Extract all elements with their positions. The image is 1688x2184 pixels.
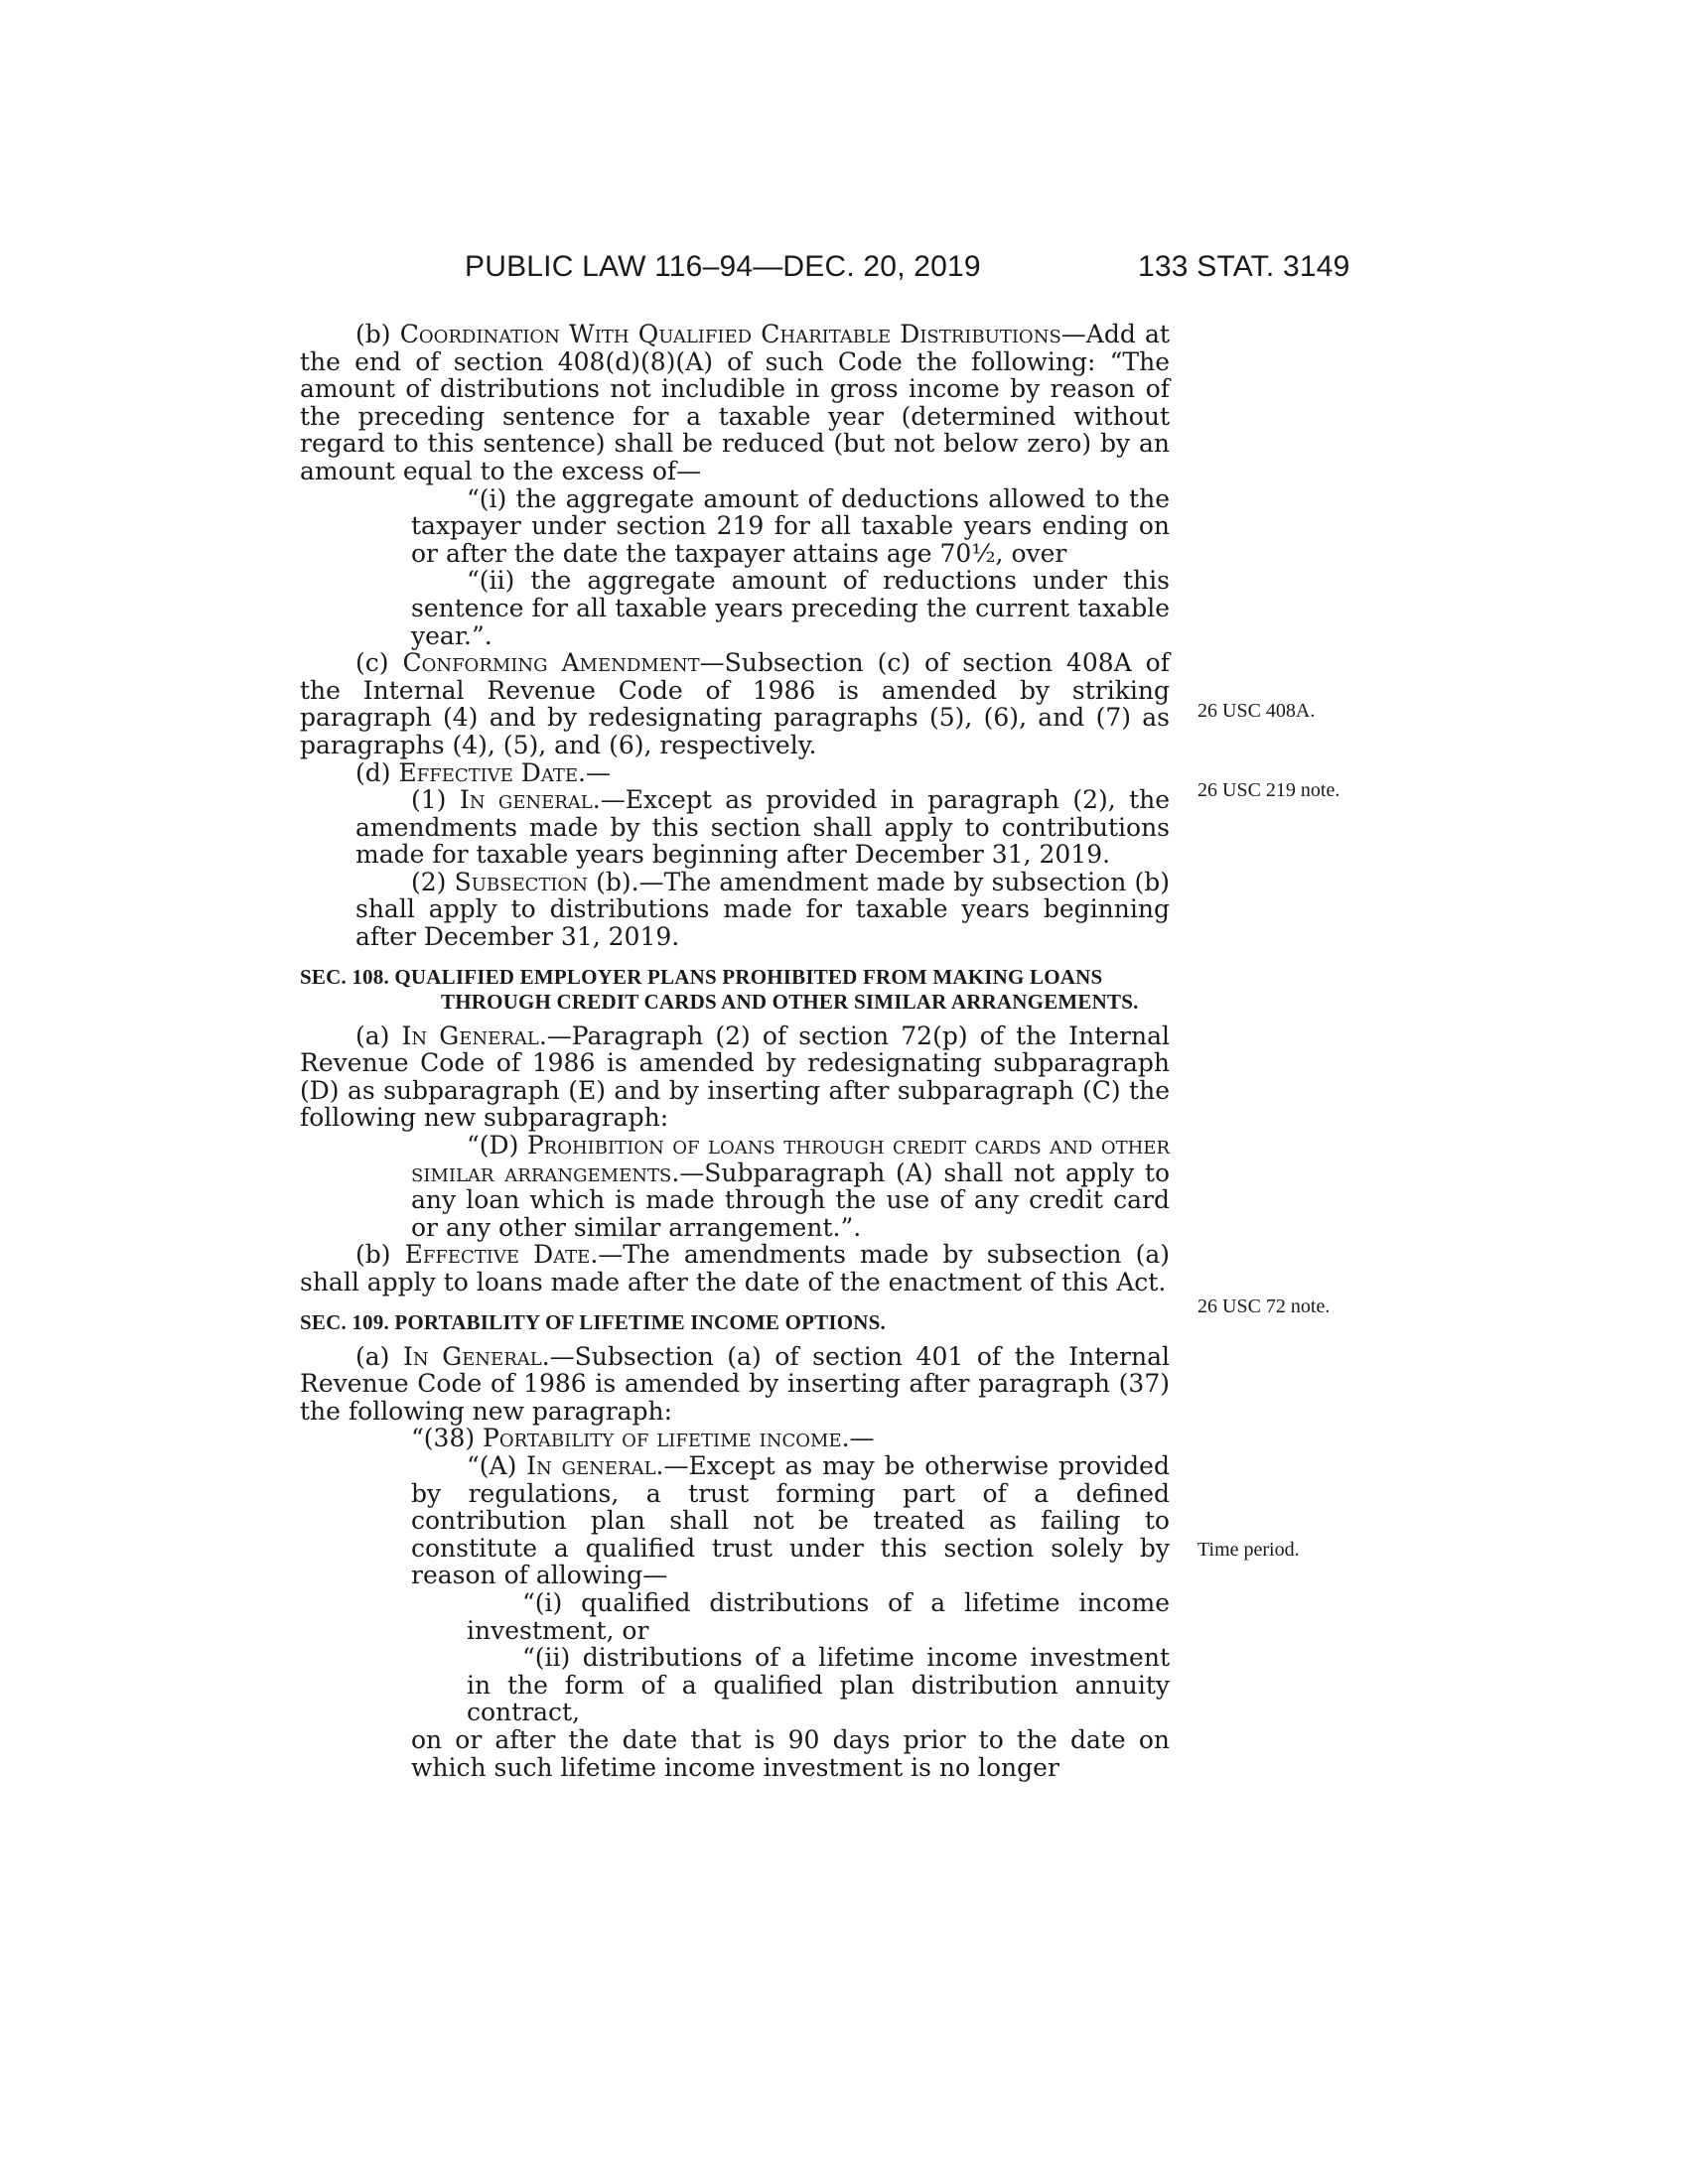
clause-i: “(i) the aggregate amount of deductions allowed to the taxpayer under section 219 for all taxable years ending on or after the date the taxpayer attains age 70½, over (411, 483, 1170, 568)
sec108-subparagraph-d: “(D) Prohibition of loans through credit cards and other similar arrangements.—Subparagraph (A) shall not apply to any loan which is made through the use of any credit card or any other similar arrangement.”. (411, 1131, 1170, 1242)
sec108-paragraph-b: (b) Effective Date.—The amendments made by subsection (a) shall apply to loans made after the date of the enactment of this Act. (300, 1240, 1170, 1297)
paragraph-d2: (2) Subsection (b).—The amendment made by subsection (b) shall apply to distributions made for taxable years beginning after December 31, 2019. (355, 867, 1171, 952)
sec109-subparagraph-a: “(A) In general.—Except as may be otherwise provided by regulations, a trust forming part of a defined contribution plan shall not be treated as failing to constitute a qualified trust under this section solely by reason of allowing— (411, 1450, 1170, 1590)
margin-note: 26 USC 408A. (1197, 700, 1316, 722)
sec109-clause-i: “(i) qualified distributions of a lifetime income investment, or (467, 1587, 1170, 1645)
page-body (300, 321, 1170, 1781)
margin-note: Time period. (1197, 1539, 1300, 1561)
paragraph-d1: (1) In general.—Except as provided in paragraph (2), the amendments made by this section shall apply to contributions made for taxable years beginning after December 31, 2019. (355, 785, 1171, 870)
section-109-heading: SEC. 109. PORTABILITY OF LIFETIME INCOME OPTIONS. (300, 1309, 886, 1334)
statute-page-number: 133 STAT. 3149 (1138, 250, 1350, 283)
running-header-title: PUBLIC LAW 116–94—DEC. 20, 2019 (465, 250, 981, 283)
sec108-paragraph-a: (a) In General.—Paragraph (2) of section 72(p) of the Internal Revenue Code of 1986 is amended by redesignating subparagraph (D) as subparagraph (E) and by inserting after subparagraph (C) the following new subparagraph: (300, 1021, 1170, 1133)
sec109-paragraph-38: “(38) Portability of lifetime income.— (411, 1424, 875, 1453)
subsection-heading: Coordination With Qualified Charitable Distributions (399, 320, 1061, 348)
paragraph-b-coordination: (b) Coordination With Qualified Charitable Distributions—Add at the end of section 408(d)(8)(A) of such Code the following: “The amount of distributions not includible in gross income by reason of the preceding sentence for a taxable year (determined without regard to this sentence) shall be reduced (but not below zero) by an amount equal to the excess of— (300, 320, 1170, 485)
sec109-flush-text: on or after the date that is 90 days prior to the date on which such lifetime income investment is no longer (411, 1724, 1170, 1782)
subsection-heading: Conforming Amendment (402, 648, 700, 678)
margin-note: 26 USC 72 note. (1197, 1296, 1331, 1317)
paragraph-c-conforming: (c) Conforming Amendment—Subsection (c) of section 408A of the Internal Revenue Code of 1986 is amended by striking paragraph (4) and by redesignating paragraphs (5), (6), and (7) as paragraphs (4), (5), and (6), respectively. (300, 648, 1170, 759)
paragraph-d-effective-date: (d) Effective Date.— (355, 757, 611, 787)
sec109-clause-ii: “(ii) distributions of a lifetime income investment in the form of a qualified plan distribution annuity contract, (467, 1643, 1170, 1727)
clause-ii: “(ii) the aggregate amount of reductions under this sentence for all taxable years preceding the current taxable year.”. (411, 566, 1170, 650)
subsection-heading: Effective Date (398, 757, 579, 787)
sec109-paragraph-a: (a) In General.—Subsection (a) of section 401 of the Internal Revenue Code of 1986 is amended by inserting after paragraph (37) the following new paragraph: (300, 1341, 1171, 1426)
section-108-heading: SEC. 108. QUALIFIED EMPLOYER PLANS PROHIBITED FROM MAKING LOANS THROUGH CREDIT CARDS AND OTHER SIMILAR ARRANGEMENTS. (300, 964, 1139, 1014)
margin-note: 26 USC 219 note. (1197, 779, 1340, 801)
